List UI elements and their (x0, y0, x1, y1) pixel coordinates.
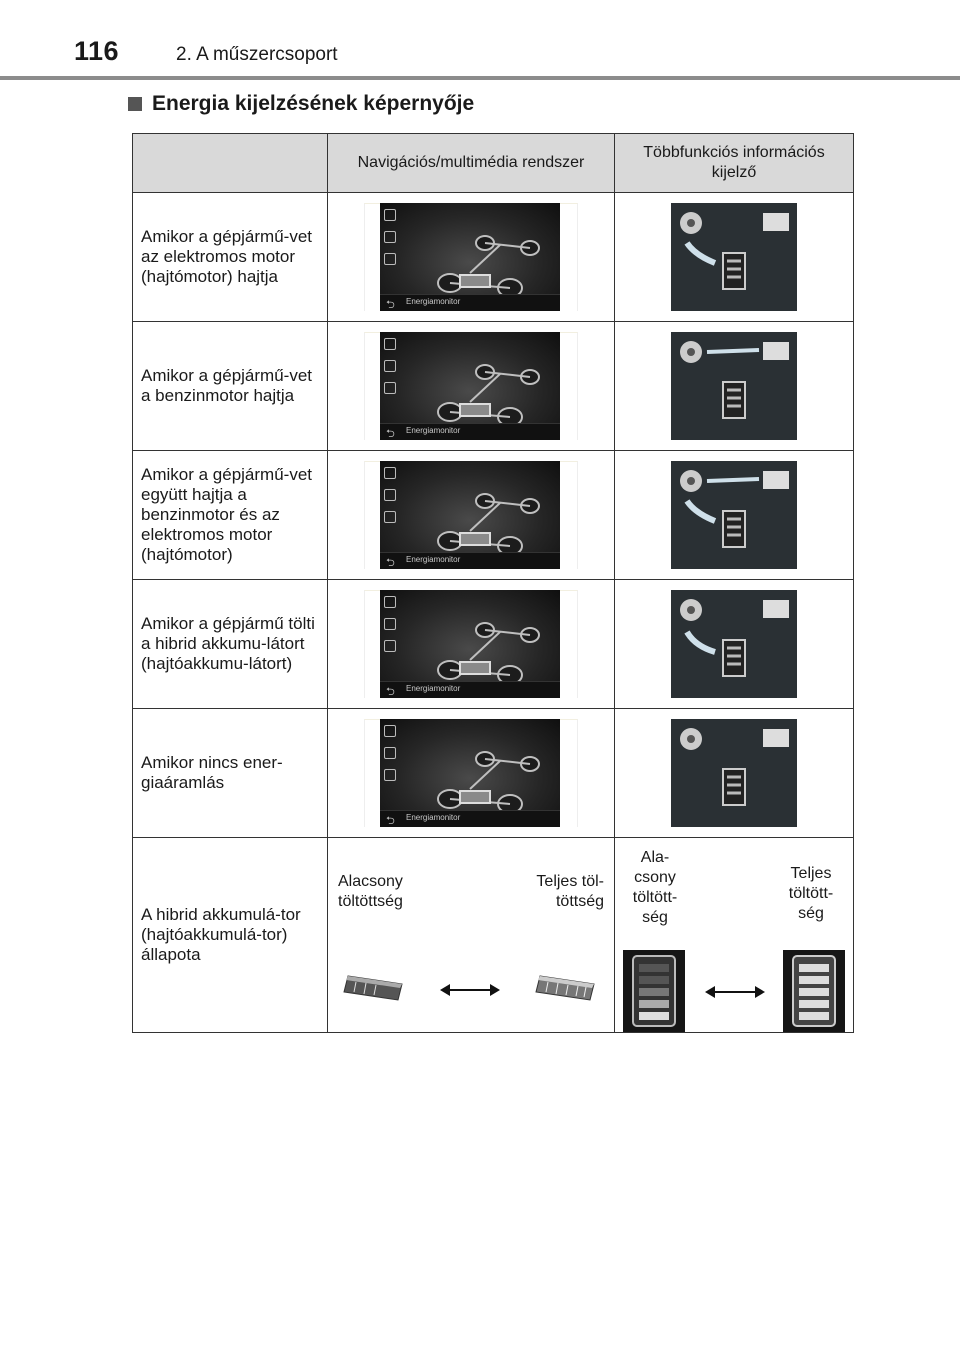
car-chassis-icon (438, 494, 539, 555)
mid-full-charge-label: Teljes töltött-ség (788, 865, 834, 922)
car-chassis-icon (438, 365, 539, 426)
flow-arrow-icon (707, 479, 759, 481)
table-row (133, 580, 854, 709)
back-icon: ⮌ (386, 686, 395, 698)
back-icon: ⮌ (386, 428, 395, 440)
row-description: Amikor a gépjármű-vet a benzinmotor hajtja (133, 322, 328, 451)
engine-icon (763, 600, 789, 618)
header-cell-blank (133, 134, 328, 193)
battery-icon (723, 511, 745, 547)
nav-screen-label: Energiamonitor (406, 555, 461, 564)
header-cell-mid: Többfunkciós információs kijelző (615, 134, 854, 193)
nav-energy-screen (364, 719, 578, 827)
mid-battery-low-icon (623, 950, 685, 1032)
car-chassis-icon (438, 623, 539, 684)
mid-energy-screen (671, 332, 797, 440)
battery-icon (723, 382, 745, 418)
mid-battery-full-icon (783, 950, 845, 1032)
nav-energy-screen (364, 203, 578, 311)
nav-screen-cell (328, 580, 615, 709)
header-cell-nav: Navigációs/multimédia rendszer (328, 134, 615, 193)
back-icon: ⮌ (386, 299, 395, 311)
table-row (133, 322, 854, 451)
table-row (133, 709, 854, 838)
table-row (133, 193, 854, 322)
mid-energy-screen (671, 461, 797, 569)
page-title: Energia kijelzésének képernyője (152, 92, 475, 115)
nav-low-charge-label: Alacsony töltöttség (338, 873, 403, 910)
battery-icon (723, 640, 745, 676)
engine-icon (763, 729, 789, 747)
table-row-battery (133, 838, 854, 1033)
mid-low-charge-label: Ala-csony töltött-ség (632, 849, 678, 926)
mid-energy-screen (671, 719, 797, 827)
battery-full-icon (534, 968, 598, 1004)
battery-low-icon (342, 968, 406, 1004)
engine-icon (763, 213, 789, 231)
mid-screen-cell (615, 451, 854, 580)
row-description: A hibrid akkumulá-tor (hajtóakkumulá-tor) állapota (133, 838, 328, 1033)
section-title: 2. A műszercsoport (176, 44, 338, 65)
battery-icon (723, 253, 745, 289)
mid-screen-cell (615, 709, 854, 838)
page-title-row (128, 92, 474, 116)
back-icon: ⮌ (386, 557, 395, 569)
nav-battery-cell (328, 838, 615, 1033)
row-description: Amikor nincs ener-giaáramlás (133, 709, 328, 838)
engine-icon (763, 471, 789, 489)
row-description: Amikor a gépjármű-vet az elektromos motor (hajtómotor) hajtja (133, 193, 328, 322)
nav-screen-cell (328, 709, 615, 838)
nav-energy-screen (364, 590, 578, 698)
nav-screen-label: Energiamonitor (406, 426, 461, 435)
car-chassis-icon (438, 236, 539, 297)
table-header-row (133, 134, 854, 193)
mid-screen-cell (615, 193, 854, 322)
row-description: Amikor a gépjármű-vet együtt hajtja a benzinmotor és az elektromos motor (hajtómotor) (133, 451, 328, 580)
flow-arrow-icon (707, 350, 759, 352)
nav-screen-label: Energiamonitor (406, 297, 461, 306)
nav-screen-cell (328, 451, 615, 580)
nav-energy-screen (364, 461, 578, 569)
nav-energy-screen (364, 332, 578, 440)
page-number: 116 (74, 36, 120, 66)
mid-energy-screen (671, 590, 797, 698)
double-arrow-icon (440, 982, 500, 998)
table-row (133, 451, 854, 580)
energy-display-table (132, 133, 854, 1033)
nav-screen-label: Energiamonitor (406, 684, 461, 693)
back-icon: ⮌ (386, 815, 395, 827)
header-divider (0, 76, 960, 80)
row-description: Amikor a gépjármű tölti a hibrid akkumu-látort (hajtóakkumu-látort) (133, 580, 328, 709)
engine-icon (763, 342, 789, 360)
nav-screen-cell (328, 193, 615, 322)
mid-energy-screen (671, 203, 797, 311)
car-chassis-icon (438, 752, 539, 813)
mid-screen-cell (615, 580, 854, 709)
bullet-square-icon (128, 97, 142, 111)
battery-icon (723, 769, 745, 805)
mid-screen-cell (615, 322, 854, 451)
nav-full-charge-label: Teljes töl-töttség (536, 873, 604, 910)
mid-battery-cell (615, 838, 854, 1033)
double-arrow-icon (705, 984, 765, 1000)
nav-screen-label: Energiamonitor (406, 813, 461, 822)
nav-screen-cell (328, 322, 615, 451)
